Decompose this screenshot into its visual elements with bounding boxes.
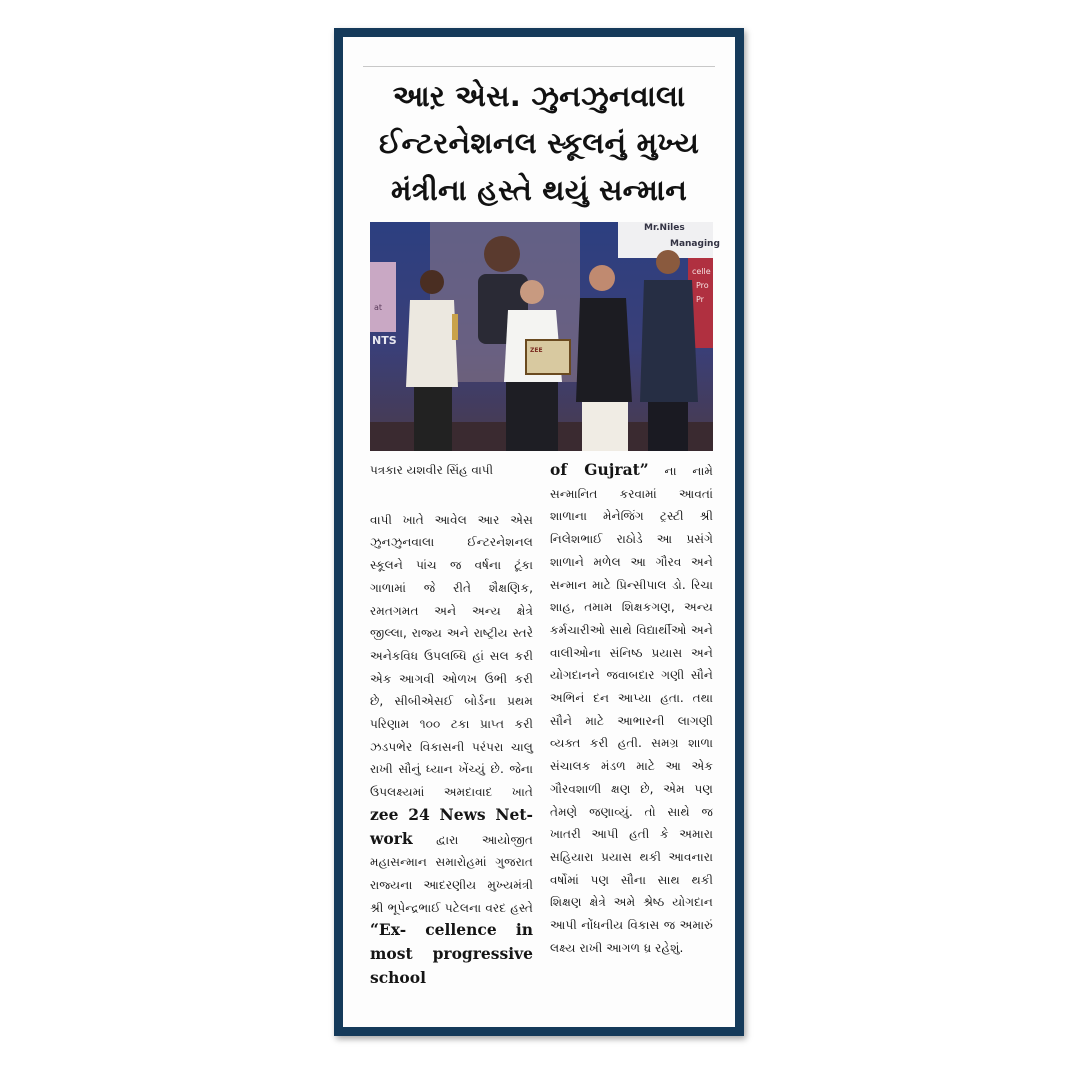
article-paragraph-right [550,459,713,959]
left-english-network: zee 24 News Net- work [370,804,533,848]
right-banner-text-2: Pro [696,281,709,290]
left-body-part-1: વાપી ખાતે આવેલ આર એસ ઝુનઝુનવાલા ઈન્ટરનેશનલ સ્કૂલને પાંચ જ વર્ષના ટૂંકા ગાળામાં જે રીતે શૈક્ષણિક, રમતગમત અને અન્ય ક્ષેત્રે જીલ્લા, રાજ્ય અને રાષ્ટ્રીય સ્તરે અનેકવિધ ઉપલબ્ધિ હાં સલ કરી એક આગવી ઓળખ ઉભી કરી છે, સીબીએસઈ બોર્ડના પ્રથમ પરિણામ ૧૦૦ ટકા પ્રાપ્ત કરી ઝડપભેર વિકાસની પરંપરા ચાલુ રાખી સૌનું ધ્યાન ખેંચ્યું છે. જેના ઉપલક્ષ્યમાં અમદાવાદ ખાતે [370,512,533,800]
newspaper-clipping [334,28,744,1036]
headline-line-2: ઈન્ટરનેશનલ સ્કૂલનું મુખ્ય [378,126,700,160]
person-2-trousers [506,382,558,451]
award-photo-illustration [370,222,720,451]
person-1-trousers [414,387,452,451]
award-photo [370,222,720,451]
right-body: ના નામે સન્માનિત કરવામાં આવતાં શાળાના મેનેજિંગ ટ્રસ્ટી શ્રી નિલેશભાઈ રાઠોડે આ પ્રસંગે શાળાને મળેલ આ ગૌરવ અને સન્માન માટે પ્રિન્સીપાલ ડો. રિચા શાહ, તમામ શિક્ષકગણ, અન્ય કર્મચારીઓ સાથે વિદ્યાર્થીઓ અને વાલીઓના સંનિષ્ઠ પ્રયાસ અને યોગદાનને જવાબદાર ગણી સૌને અભિનં દન આપ્યા હતા. તથા સૌને માટે આભારની લાગણી વ્યક્ત કરી હતી. સમગ્ર શાળા સંચાલક મંડળ માટે આ એક ગૌરવશાળી ક્ષણ છે, એમ પણ તેમણે જણાવ્યું. તો સાથે જ ખાતરી આપી હતી કે અમારા સહિયારા પ્રયાસ થકી આવનારા વર્ષોમાં પણ સૌના સાથ થકી શિક્ષણ ક્ષેત્રે અમે શ્રેષ્ઠ યોગદાન આપી નોંધનીય વિકાસ જ અમારું લક્ષ્ય રાખી આગળ ધ્ર રહેશું. [550,464,713,955]
person-1-jacket [406,300,458,387]
plaque-text: ZEE [530,347,543,354]
left-screen-text: NTS [372,334,397,347]
person-3-vest [576,298,632,402]
certificate-plaque [526,340,570,374]
screen-face [484,236,520,272]
person-2-head [520,280,544,304]
byline: પત્રકાર યશવીર સિંહ વાપી [370,463,494,477]
left-body-part-2: દ્વારા આયોજીત મહાસન્માન સમારોહમાં ગુજરાત રાજ્યના આદરણીય મુખ્યમંત્રી શ્રી ભૂપેન્દ્રભાઈ પટેલના વરદ હસ્તે [370,832,533,915]
headline-line-1: આર઼ એસ. ઝુનઝુનવાલા [392,79,686,113]
left-backdrop [370,262,396,332]
right-banner-text-1: celle [692,267,711,276]
headline-line-3: મંત્રીના હસ્તે થયું સન્માન [391,173,687,207]
banner-title: Managing [670,239,720,249]
person-3-head [589,265,615,291]
trophy [452,314,458,340]
left-english-award: “Ex- cellence in most progressive school [370,920,533,987]
article-column-right [550,459,713,959]
right-banner-text-3: Pr [696,295,704,304]
person-3-kurta [582,402,628,451]
headline [353,73,725,214]
person-4-trousers [648,402,688,451]
top-divider [363,66,715,67]
left-logo-text: at [374,303,383,312]
person-4-head [656,250,680,274]
person-1-head [420,270,444,294]
article-paragraph-left [370,509,533,991]
article-column-left [370,459,533,990]
right-english-award: of Gujrat” [550,460,649,479]
person-4-suit [640,280,698,402]
banner-name: Mr.Niles [644,223,685,233]
